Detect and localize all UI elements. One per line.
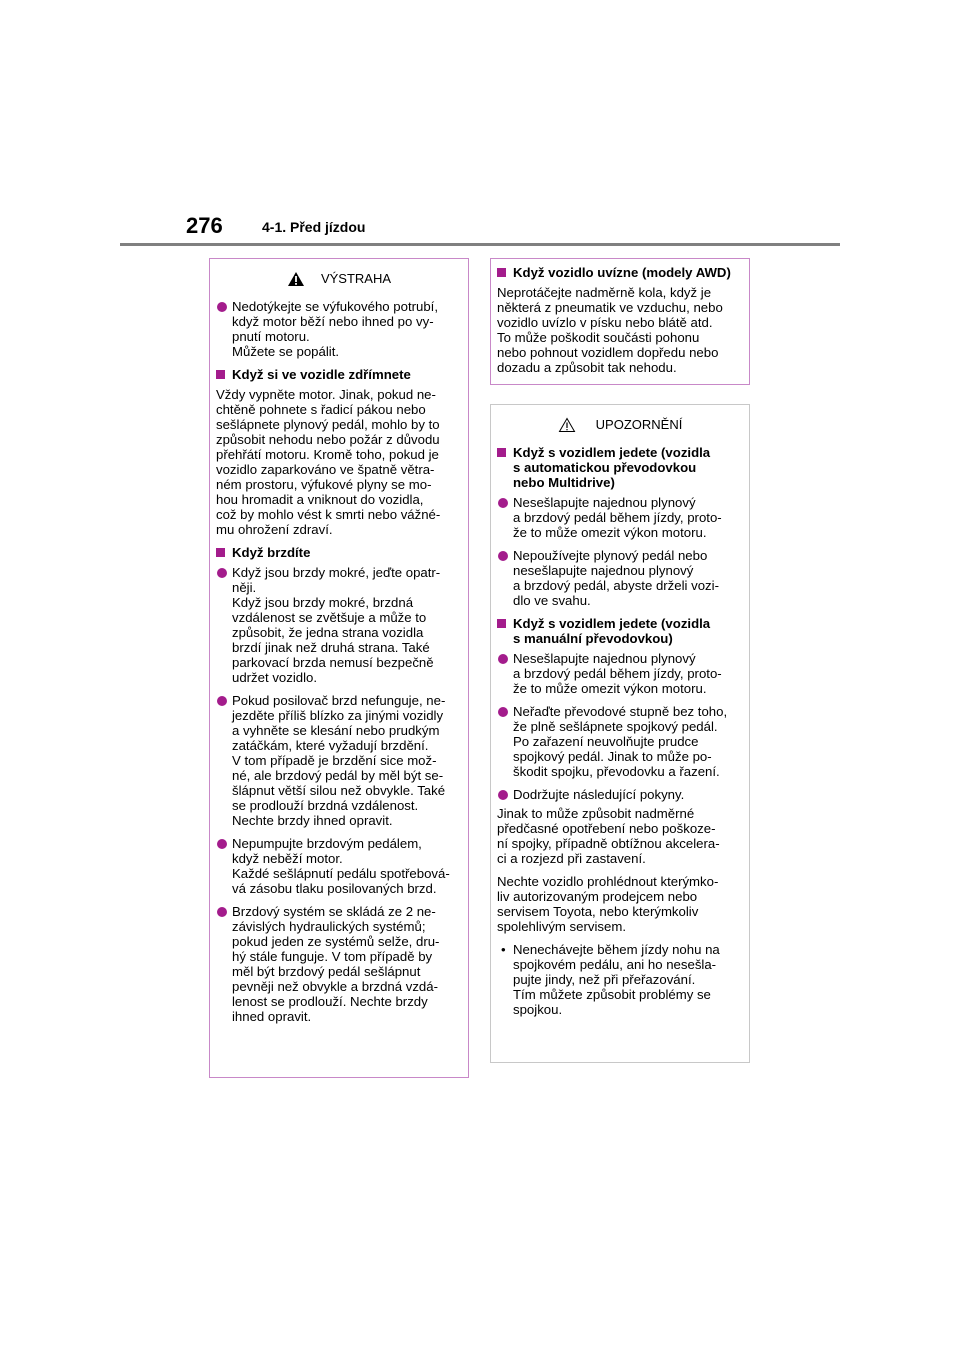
heading-text: Když brzdíte [232, 545, 311, 560]
heading-text: Když vozidlo uvízne (modely AWD) [513, 265, 731, 280]
notice-title: UPOZORNĚNÍ [595, 417, 683, 432]
square-bullet-icon [497, 268, 506, 277]
bullet-dot-icon [498, 707, 508, 717]
page-number: 276 [186, 213, 223, 238]
warning-bullet-1 [216, 299, 462, 359]
notice-heading-1 [497, 445, 743, 490]
stuck-text: Neprotáčejte nadměrně kola, když je některá z pneumatik ve vzduchu, nebo vozidlo uvízlo v písku nebo blátě atd. To může poškodit součásti pohonu nebo pohnout vozidlem dopředu nebo dozadu a způsobit tak nehodu. [497, 285, 723, 375]
warning-box [209, 258, 469, 1078]
square-bullet-icon [497, 448, 506, 457]
warning-heading-2 [216, 545, 462, 560]
warning-title: VÝSTRAHA [320, 271, 392, 286]
square-bullet-icon [216, 370, 225, 379]
bullet-dot-icon [498, 498, 508, 508]
bullet-text: Když jsou brzdy mokré, jeďte opatr- něji. Když jsou brzdy mokré, brzdná vzdálenost se zvětšuje a může to způsobit, že jedna strana vozidla brzdí jinak než druhá strana. Také parkovací brzda nemusí bezpečně udržet vozidlo. [232, 565, 441, 685]
notice-header [497, 415, 743, 435]
notice-text-1: Jinak to může způsobit nadměrné předčasné opotřebení nebo poškoze- ní spojky, případně obtížnou akcelera- ci a rozjezd při zastavení. [497, 806, 720, 866]
list-bullet: • [501, 942, 506, 957]
bullet-dot-icon [217, 907, 227, 917]
bullet-text: Brzdový systém se skládá ze 2 ne- závislých hydraulických systémů; pokud jeden ze systémů selže, dru- hý stále funguje. V tom případě by měl být brzdový pedál sešlápnut pevněji než obvykle a brzdná vzdá- lenost se prodlouží. Nechte brzdy ihned opravit. [232, 904, 440, 1024]
square-bullet-icon [216, 548, 225, 557]
warning-text-1: Vždy vypněte motor. Jinak, pokud ne- chtěně pohnete s řadicí pákou nebo sešlápnete plynový pedál, mohlo by to způsobit nehodu nebo požár z důvodu přehřátí motoru. Kromě toho, pokud je vozidlo zaparkováno ve špatně větra- ném prostoru, výfukové plyny se mo- hou hromadit a vniknout do vozidla, což by mohlo vést k smrti nebo vážné- mu ohrožení zdraví. [216, 387, 441, 537]
bullet-text: Neřaďte převodové stupně bez toho, že plně sešlápnete spojkový pedál. Po zařazení neuvolňujte prudce spojkový pedál. Jinak to může po- škodit spojku, převodovku a řazení. [513, 704, 728, 779]
bullet-dot-icon [217, 839, 227, 849]
bullet-text: Nesešlapujte najednou plynový a brzdový pedál během jízdy, proto- že to může omezit výkon motoru. [513, 495, 722, 540]
heading-text: Když s vozidlem jedete (vozidla s automatickou převodovkou nebo Multidrive) [513, 445, 711, 490]
header-rule [120, 243, 840, 246]
notice-list-item [497, 942, 743, 1017]
notice-heading-2 [497, 616, 743, 646]
warning-header [216, 269, 462, 289]
warning-bullet-3 [216, 693, 462, 828]
bullet-text: Nepoužívejte plynový pedál nebo nesešlapujte najednou plynový a brzdový pedál, abyste drželi vozi- dlo ve svahu. [513, 548, 719, 608]
warning-bullet-2 [216, 565, 462, 685]
caution-icon [558, 417, 576, 433]
bullet-dot-icon [498, 790, 508, 800]
bullet-dot-icon [217, 302, 227, 312]
notice-bullet-2 [497, 548, 743, 608]
stuck-heading [497, 265, 743, 280]
warning-heading-1 [216, 367, 462, 382]
warning-bullet-4 [216, 836, 462, 896]
notice-box [490, 404, 750, 1063]
notice-bullet-4 [497, 704, 743, 779]
stuck-box [490, 258, 750, 385]
warning-icon [287, 271, 305, 287]
bullet-dot-icon [498, 654, 508, 664]
notice-bullet-1 [497, 495, 743, 540]
bullet-text: Nedotýkejte se výfukového potrubí, když motor běží nebo ihned po vy- pnutí motoru. Můžete se popálit. [232, 299, 438, 359]
bullet-dot-icon [217, 568, 227, 578]
bullet-dot-icon [217, 696, 227, 706]
heading-text: Když si ve vozidle zdřímnete [232, 367, 411, 382]
square-bullet-icon [497, 619, 506, 628]
bullet-text: Dodržujte následující pokyny. [513, 787, 685, 802]
warning-bullet-5 [216, 904, 462, 1024]
notice-text-2: Nechte vozidlo prohlédnout kterýmko- liv autorizovaným prodejcem nebo servisem Toyota, nebo kterýmkoliv spolehlivým servisem. [497, 874, 719, 934]
bullet-dot-icon [498, 551, 508, 561]
notice-bullet-3 [497, 651, 743, 696]
bullet-text: Nepumpujte brzdovým pedálem, když neběží motor. Každé sešlápnutí pedálu spotřebová- vá zásobu tlaku posilovaných brzd. [232, 836, 450, 896]
bullet-text: Pokud posilovač brzd nefunguje, ne- jezděte příliš blízko za jinými vozidly a vyhněte se klesání nebo prudkým zatáčkám, které vyžadují brzdění. V tom případě je brzdění sice mož- né, ale brzdový pedál by měl být se- šlápnut větší silou než obvykle. Také se prodlouží brzdná vzdálenost. Nechte brzdy ihned opravit. [232, 693, 446, 828]
section-title: 4-1. Před jízdou [262, 219, 366, 235]
notice-bullet-5 [497, 787, 743, 802]
bullet-text: Nesešlapujte najednou plynový a brzdový pedál během jízdy, proto- že to může omezit výkon motoru. [513, 651, 722, 696]
list-text: Nenechávejte během jízdy nohu na spojkovém pedálu, ani ho nesešla- pujte jindy, než při přeřazování. Tím můžete způsobit problémy se spojkou. [513, 942, 720, 1017]
heading-text: Když s vozidlem jedete (vozidla s manuální převodovkou) [513, 616, 711, 646]
